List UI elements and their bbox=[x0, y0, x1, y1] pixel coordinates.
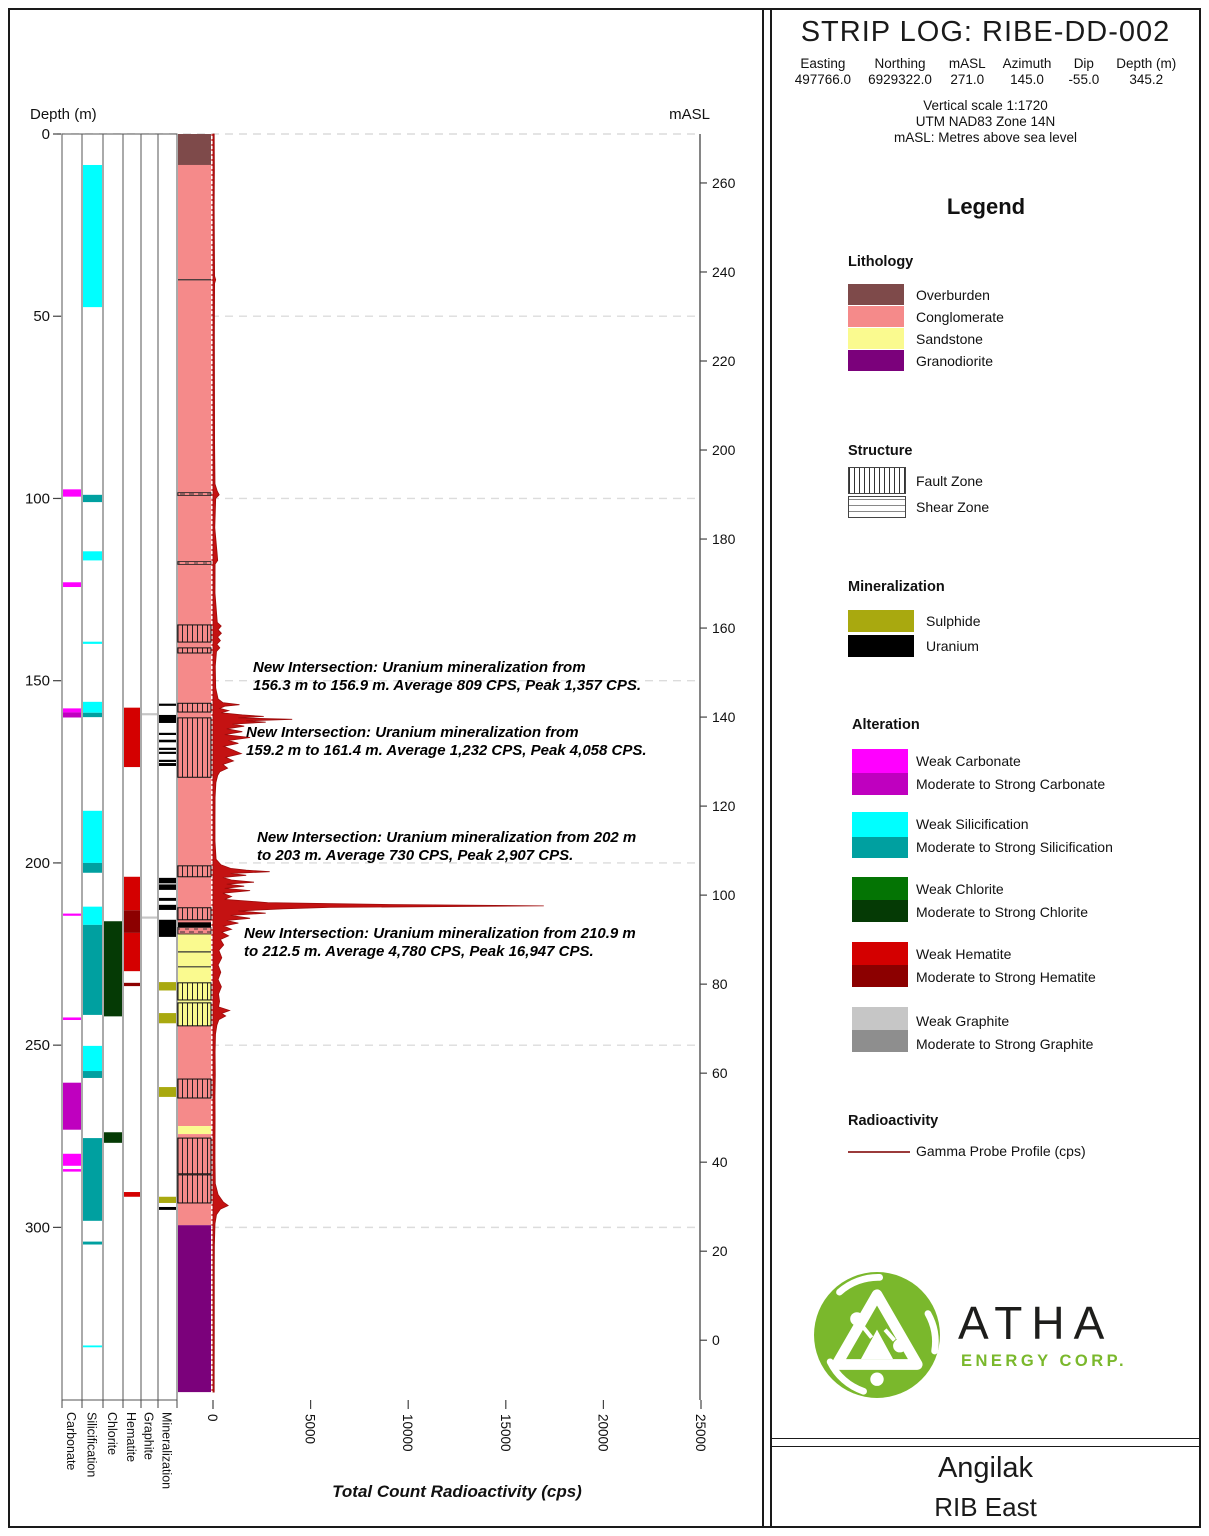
info-value: 145.0 bbox=[1010, 72, 1044, 87]
svg-text:140: 140 bbox=[712, 709, 736, 726]
lith-conglomerate bbox=[178, 1026, 211, 1126]
swatch-conglomerate bbox=[848, 306, 904, 327]
svg-text:Graphite: Graphite bbox=[141, 1412, 156, 1460]
lithology-strip bbox=[178, 134, 211, 1392]
lith-granodiorite bbox=[178, 1225, 211, 1392]
silicification-interval bbox=[83, 495, 102, 502]
swatch-shear-zone bbox=[848, 496, 906, 518]
strip-black-band bbox=[178, 922, 211, 927]
info-azimuth bbox=[1003, 56, 1052, 88]
atha-logo-mark bbox=[810, 1268, 944, 1402]
legend-item-overburden: Overburden bbox=[916, 287, 990, 303]
legend-item-graphite-strong: Moderate to Strong Graphite bbox=[916, 1036, 1094, 1052]
uranium-interval bbox=[159, 704, 176, 706]
masl-note: mASL: Metres above sea level bbox=[893, 130, 1078, 145]
svg-text:15000: 15000 bbox=[497, 1414, 513, 1452]
swatch-graphite-strong bbox=[852, 1030, 908, 1052]
gamma-profile bbox=[212, 134, 544, 1392]
carbonate-interval bbox=[63, 489, 81, 496]
footer-divider-inner bbox=[770, 1446, 1201, 1447]
legend-item-hematite-weak: Weak Hematite bbox=[916, 946, 1012, 962]
uranium-interval bbox=[159, 740, 176, 743]
info-label: Easting bbox=[800, 56, 846, 71]
legend-item-sandstone: Sandstone bbox=[916, 331, 983, 347]
strip-fault-zone bbox=[178, 718, 211, 777]
info-depth bbox=[1116, 56, 1176, 88]
atha-logo bbox=[810, 1268, 1200, 1404]
silicification-interval bbox=[83, 713, 102, 717]
swatch-carbonate-weak bbox=[852, 749, 908, 773]
info-masl bbox=[949, 56, 986, 88]
project-area: RIB East bbox=[934, 1492, 1037, 1522]
legend-item-sulphide: Sulphide bbox=[926, 613, 981, 629]
legend-item-shear-zone: Shear Zone bbox=[916, 499, 990, 515]
strip-fault-zone bbox=[178, 703, 211, 712]
strip-fault-zone bbox=[178, 1175, 211, 1203]
strip-fault-zone bbox=[178, 1003, 211, 1026]
svg-text:5000: 5000 bbox=[302, 1414, 318, 1445]
swatch-chlorite-weak bbox=[852, 877, 908, 900]
panel-divider-inner bbox=[770, 8, 772, 1528]
swatch-sulphide bbox=[848, 610, 914, 632]
strip-shear-zone bbox=[178, 562, 211, 565]
svg-text:220: 220 bbox=[712, 353, 736, 370]
swatch-silicification-strong bbox=[852, 837, 908, 858]
legend-lithology-header: Lithology bbox=[848, 254, 914, 270]
silicification-interval bbox=[83, 1071, 102, 1078]
legend-alteration-header: Alteration bbox=[852, 717, 920, 733]
svg-text:180: 180 bbox=[712, 531, 736, 548]
silicification-interval bbox=[83, 863, 102, 873]
strip-fault-zone bbox=[178, 1138, 211, 1174]
uranium-interval bbox=[159, 763, 176, 766]
strip-fault-zone bbox=[178, 983, 211, 1000]
uranium-interval bbox=[159, 878, 176, 883]
svg-text:Depth (m): Depth (m) bbox=[30, 106, 97, 123]
info-label: Dip bbox=[1073, 56, 1094, 71]
swatch-granodiorite bbox=[848, 350, 904, 371]
swatch-carbonate-strong bbox=[852, 773, 908, 795]
silicification-interval bbox=[83, 1046, 102, 1071]
silicification-interval bbox=[83, 702, 102, 713]
svg-text:Carbonate: Carbonate bbox=[64, 1412, 78, 1471]
svg-text:Chlorite: Chlorite bbox=[105, 1412, 119, 1456]
svg-text:200: 200 bbox=[712, 442, 736, 459]
uranium-interval bbox=[159, 898, 176, 901]
swatch-overburden bbox=[848, 284, 904, 305]
svg-text:Hematite: Hematite bbox=[124, 1412, 138, 1463]
annotation-intersection-4 bbox=[244, 925, 714, 961]
svg-text:Silicification: Silicification bbox=[84, 1412, 99, 1478]
vertical-scale: Vertical scale 1:1720 bbox=[923, 98, 1048, 113]
page-title: STRIP LOG: RIBE-DD-002 bbox=[800, 16, 1171, 48]
hematite-interval bbox=[124, 708, 140, 767]
map-scale-block bbox=[770, 98, 1201, 146]
annotation-line: New Intersection: Uranium mineralization from bbox=[246, 724, 579, 741]
info-value: 6929322.0 bbox=[868, 72, 932, 87]
lith-overburden bbox=[178, 134, 211, 165]
gamma-line-sample bbox=[848, 1151, 910, 1153]
svg-text:260: 260 bbox=[712, 174, 736, 191]
annotation-intersection-3 bbox=[257, 829, 727, 865]
svg-text:Total Count Radioactivity (cps: Total Count Radioactivity (cps) bbox=[332, 1482, 582, 1501]
info-easting bbox=[795, 56, 851, 88]
carbonate-interval bbox=[63, 1154, 81, 1166]
legend-item-hematite-strong: Moderate to Strong Hematite bbox=[916, 969, 1096, 985]
legend-item-gamma: Gamma Probe Profile (cps) bbox=[916, 1143, 1086, 1159]
lith-sandstone bbox=[178, 1126, 211, 1134]
strip-fault-zone bbox=[178, 648, 211, 653]
footer-divider bbox=[770, 1438, 1201, 1439]
silicification-interval bbox=[83, 1138, 102, 1221]
svg-text:300: 300 bbox=[24, 1219, 50, 1237]
info-value: 345.2 bbox=[1129, 72, 1164, 87]
svg-text:mASL: mASL bbox=[669, 106, 710, 123]
svg-text:0: 0 bbox=[205, 1414, 220, 1422]
annotation-line: New Intersection: Uranium mineralization from bbox=[253, 659, 586, 676]
sulphide-interval bbox=[159, 1013, 176, 1023]
svg-text:240: 240 bbox=[712, 263, 736, 280]
info-value: -55.0 bbox=[1068, 72, 1100, 87]
info-northing bbox=[868, 56, 932, 88]
legend-item-silicification-strong: Moderate to Strong Silicification bbox=[916, 839, 1113, 855]
legend-mineralization-header: Mineralization bbox=[848, 579, 945, 595]
info-label: Depth (m) bbox=[1116, 56, 1177, 71]
silicification-interval bbox=[83, 642, 102, 644]
hole-info-table bbox=[770, 56, 1201, 88]
svg-text:10000: 10000 bbox=[400, 1414, 416, 1452]
svg-text:160: 160 bbox=[712, 620, 736, 637]
info-dip bbox=[1068, 56, 1099, 88]
legend-item-graphite-weak: Weak Graphite bbox=[916, 1013, 1010, 1029]
swatch-fault-zone bbox=[848, 467, 906, 494]
swatch-silicification-weak bbox=[852, 812, 908, 837]
uranium-interval bbox=[159, 760, 176, 762]
uranium-interval bbox=[159, 884, 176, 889]
legend-item-granodiorite: Granodiorite bbox=[916, 353, 994, 369]
silicification-interval bbox=[83, 165, 102, 307]
annotation-intersection-1 bbox=[253, 659, 723, 695]
strip-fault-zone bbox=[178, 908, 211, 920]
silicification-interval bbox=[83, 907, 102, 925]
silicification-interval bbox=[83, 1345, 102, 1347]
logo-wordmark: ATHA bbox=[958, 1297, 1114, 1349]
svg-text:Mineralization: Mineralization bbox=[159, 1412, 174, 1490]
swatch-hematite-strong bbox=[852, 965, 908, 987]
uranium-interval bbox=[159, 748, 176, 750]
svg-text:20000: 20000 bbox=[595, 1414, 611, 1452]
carbonate-interval bbox=[63, 708, 81, 712]
logo-subtitle: ENERGY CORP. bbox=[961, 1352, 1128, 1370]
legend-item-chlorite-strong: Moderate to Strong Chlorite bbox=[916, 904, 1088, 920]
annotation-line: to 212.5 m. Average 4,780 CPS, Peak 16,947 CPS. bbox=[244, 943, 594, 960]
utm-zone: UTM NAD83 Zone 14N bbox=[915, 114, 1056, 129]
svg-text:20: 20 bbox=[712, 1243, 728, 1260]
carbonate-interval bbox=[63, 914, 81, 916]
swatch-chlorite-strong bbox=[852, 900, 908, 922]
graphite-interval bbox=[142, 713, 157, 715]
annotation-intersection-2 bbox=[246, 724, 716, 760]
svg-text:0: 0 bbox=[712, 1332, 720, 1349]
hematite-interval bbox=[124, 983, 140, 986]
carbonate-interval bbox=[63, 1017, 81, 1020]
silicification-interval bbox=[83, 1242, 102, 1245]
swatch-graphite-weak bbox=[852, 1007, 908, 1030]
column-mineralization bbox=[158, 134, 177, 1400]
sulphide-interval bbox=[159, 982, 176, 990]
strip-fault-zone bbox=[178, 625, 211, 642]
carbonate-interval bbox=[63, 1169, 81, 1172]
svg-text:250: 250 bbox=[24, 1037, 50, 1055]
chlorite-interval bbox=[104, 1132, 122, 1143]
silicification-interval bbox=[83, 925, 102, 1015]
carbonate-interval bbox=[63, 1083, 81, 1130]
panel-divider bbox=[762, 8, 764, 1528]
annotation-line: New Intersection: Uranium mineralization from 210.9 m bbox=[244, 925, 636, 942]
svg-text:40: 40 bbox=[712, 1154, 728, 1171]
chlorite-interval bbox=[104, 921, 122, 1016]
swatch-sandstone bbox=[848, 328, 904, 349]
svg-text:150: 150 bbox=[24, 672, 50, 690]
legend-item-conglomerate: Conglomerate bbox=[916, 309, 1004, 325]
carbonate-interval bbox=[63, 712, 81, 717]
swatch-hematite-weak bbox=[852, 942, 908, 965]
column-graphite bbox=[141, 134, 158, 1400]
svg-text:100: 100 bbox=[712, 887, 736, 904]
hematite-interval bbox=[124, 1192, 140, 1197]
svg-text:200: 200 bbox=[24, 854, 50, 872]
svg-text:0: 0 bbox=[41, 126, 50, 143]
strip-fault-zone bbox=[178, 866, 211, 877]
graphite-interval bbox=[142, 916, 157, 918]
info-value: 497766.0 bbox=[794, 72, 852, 87]
hematite-interval bbox=[124, 933, 140, 971]
strip-shear-zone bbox=[178, 493, 211, 496]
strip-fault-zone bbox=[178, 1079, 211, 1098]
sulphide-interval bbox=[159, 1197, 176, 1203]
svg-text:80: 80 bbox=[712, 976, 728, 993]
project-name: Angilak bbox=[937, 1452, 1034, 1484]
annotation-line: New Intersection: Uranium mineralization from 202 m bbox=[257, 829, 637, 846]
uranium-interval bbox=[159, 752, 176, 754]
column-chlorite bbox=[103, 134, 123, 1400]
bottom-axis bbox=[62, 1400, 708, 1501]
info-value: 271.0 bbox=[950, 72, 985, 87]
info-label: mASL bbox=[948, 56, 986, 71]
gamma-curve bbox=[213, 134, 544, 1392]
legend-item-uranium: Uranium bbox=[926, 638, 979, 654]
uranium-interval bbox=[159, 905, 176, 910]
legend-radioactivity-header: Radioactivity bbox=[848, 1113, 939, 1129]
info-label: Azimuth bbox=[1002, 56, 1052, 71]
swatch-uranium bbox=[848, 635, 914, 657]
svg-text:120: 120 bbox=[712, 798, 736, 815]
silicification-interval bbox=[83, 811, 102, 863]
hematite-interval bbox=[124, 877, 140, 911]
info-label: Northing bbox=[874, 56, 926, 71]
annotation-line: 159.2 m to 161.4 m. Average 1,232 CPS, Peak 4,058 CPS. bbox=[246, 742, 647, 759]
hematite-interval bbox=[124, 910, 140, 933]
sulphide-interval bbox=[159, 1087, 176, 1097]
legend-item-carbonate-weak: Weak Carbonate bbox=[916, 753, 1021, 769]
legend-item-carbonate-strong: Moderate to Strong Carbonate bbox=[916, 776, 1106, 792]
annotation-line: 156.3 m to 156.9 m. Average 809 CPS, Peak 1,357 CPS. bbox=[253, 677, 642, 694]
svg-text:25000: 25000 bbox=[693, 1414, 708, 1452]
column-carbonate bbox=[62, 134, 82, 1400]
uranium-interval bbox=[159, 1207, 176, 1210]
svg-text:50: 50 bbox=[33, 308, 50, 326]
legend-item-fault-zone: Fault Zone bbox=[916, 473, 983, 489]
uranium-interval bbox=[159, 715, 176, 723]
uranium-interval bbox=[159, 733, 176, 735]
svg-text:100: 100 bbox=[24, 490, 50, 508]
annotation-line: to 203 m. Average 730 CPS, Peak 2,907 CPS. bbox=[257, 847, 574, 864]
strip-shear-zone bbox=[178, 927, 211, 934]
legend-item-silicification-weak: Weak Silicification bbox=[916, 816, 1029, 832]
legend-structure-header: Structure bbox=[848, 443, 913, 459]
legend-item-chlorite-weak: Weak Chlorite bbox=[916, 881, 1004, 897]
uranium-interval bbox=[159, 920, 176, 937]
alteration-columns bbox=[62, 134, 177, 1400]
carbonate-interval bbox=[63, 582, 81, 587]
svg-text:60: 60 bbox=[712, 1065, 728, 1082]
legend-title: Legend bbox=[946, 194, 1026, 219]
silicification-interval bbox=[83, 551, 102, 560]
